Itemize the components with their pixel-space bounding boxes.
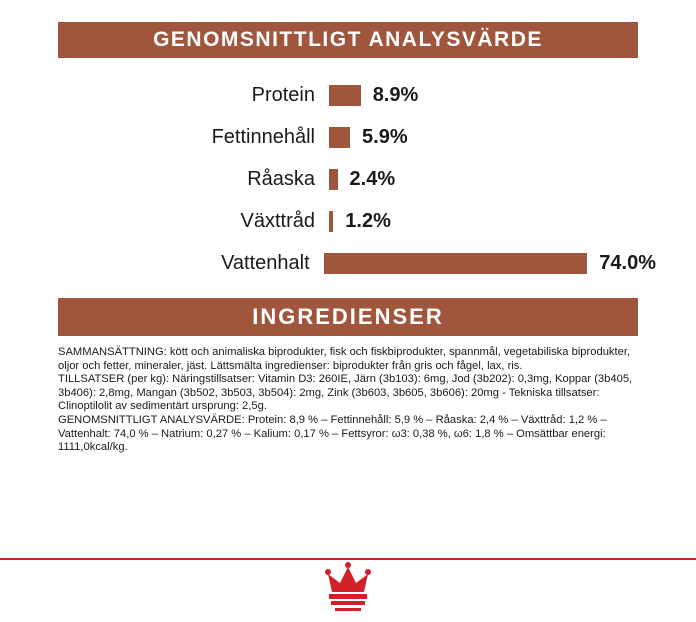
chart-bar-wrap	[329, 210, 391, 233]
chart-bar	[329, 169, 338, 190]
chart-value-label: 2.4%	[349, 167, 396, 190]
chart-value-label: 74.0%	[599, 251, 656, 274]
ingredients-paragraph: GENOMSNITTLIGT ANALYSVÄRDE: Protein: 8,9 % – Fettinnehåll: 5,9 % – Råaska: 2,4 % – Växttråd: 1,2 % – Vattenhalt: 74,0 % – Natrium: 0,27 % – Kalium: 0,17 % – Fettsyror: ω3: 0,38 %, ω6: 1,8 % – Omsättbar energi: 1111,0kcal/kg.	[58, 413, 607, 454]
royal-canin-crown-logo	[311, 562, 385, 616]
chart-row	[40, 200, 656, 242]
chart-bar-wrap	[324, 252, 656, 275]
nutrition-panel	[0, 22, 696, 622]
chart-category-label: Protein	[251, 83, 315, 106]
chart-bar-wrap	[329, 168, 395, 191]
chart-bar	[329, 127, 350, 148]
chart-category-label: Råaska	[247, 167, 315, 190]
chart-bar-wrap	[329, 126, 408, 149]
chart-bar	[329, 85, 361, 106]
chart-row	[40, 116, 656, 158]
chart-category-label: Fettinnehåll	[211, 125, 315, 148]
ingredients-section-header: INGREDIENSER	[58, 298, 638, 336]
chart-row	[40, 74, 656, 116]
chart-category-label: Vattenhalt	[221, 251, 310, 274]
analysis-bar-chart	[0, 74, 696, 284]
ingredients-text-block	[58, 346, 638, 455]
ingredients-paragraph: TILLSATSER (per kg): Näringstillsatser: Vitamin D3: 260IE, Järn (3b103): 6mg, Jod (3b202): 0,3mg, Koppar (3b405, 3b406): 2,8mg, Mangan (3b502, 3b503, 3b504): 2mg, Zink (3b603, 3b605, 3b606): 20mg - Tekniska tillsatser: Clinoptilolit av sedimentärt ursprung: 2,5g.	[58, 373, 633, 413]
footer-divider	[0, 558, 696, 560]
chart-category-label: Växttråd	[240, 209, 315, 232]
analysis-section-header: GENOMSNITTLIGT ANALYSVÄRDE	[58, 22, 638, 58]
chart-value-label: 5.9%	[362, 125, 408, 148]
chart-bar	[324, 253, 588, 274]
ingredients-paragraph: SAMMANSÄTTNING: kött och animaliska biprodukter, fisk och fiskbiprodukter, spannmål, vegetabiliska biprodukter, oljor och fetter, mineraler, jäst. Lättsmälta ingredienser: biprodukter från gris och fågel, lax, ris.	[58, 346, 631, 372]
chart-value-label: 1.2%	[345, 209, 391, 232]
chart-row	[40, 242, 656, 284]
chart-row	[40, 158, 656, 200]
chart-value-label: 8.9%	[372, 83, 419, 106]
chart-bar-wrap	[329, 84, 418, 107]
